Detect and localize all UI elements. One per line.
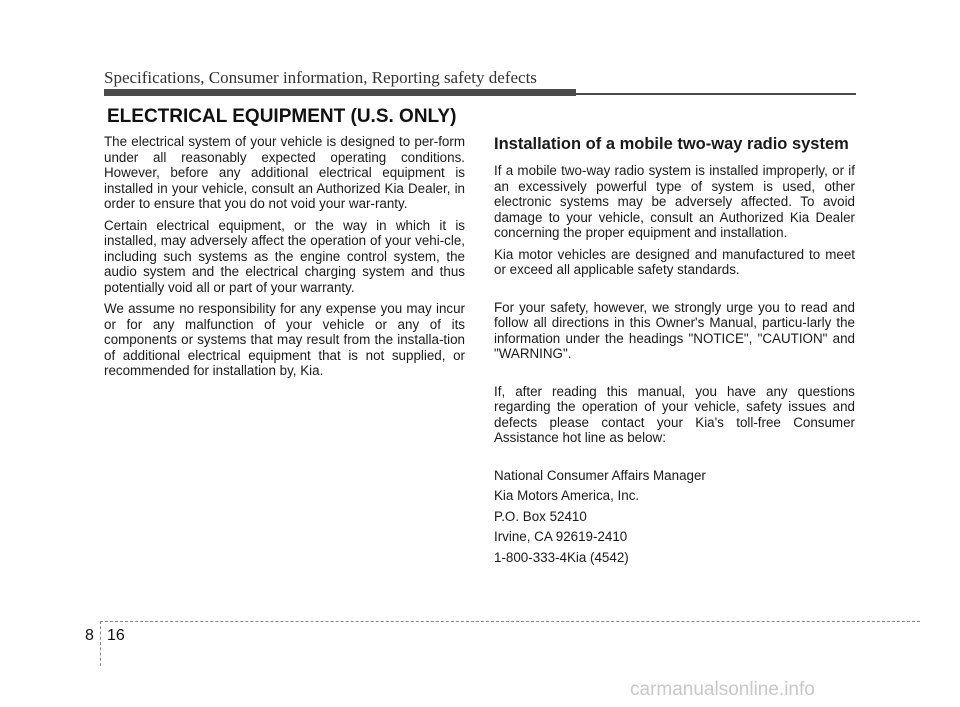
paragraph: If, after reading this manual, you have any questions regarding the operation of your vehicle, safety issues and defects please contact your Kia's toll-free Consumer Assistance hot line as below: — [494, 383, 855, 445]
contact-address — [494, 468, 855, 566]
footer-page-separator — [100, 621, 101, 666]
paragraph: We assume no responsibility for any expense you may incur or for any malfunction of your vehicle or any of its components or systems that may result from the installa-tion of additional electrical equipment that is not supplied, or recommended for installation by, Kia. — [104, 301, 465, 378]
paragraph: Kia motor vehicles are designed and manufactured to meet or exceed all applicable safety standards. — [494, 246, 855, 277]
right-column — [494, 134, 855, 570]
address-line: National Consumer Affairs Manager — [494, 467, 706, 483]
footer-divider — [100, 621, 920, 622]
header-rule-thin — [576, 93, 856, 95]
paragraph: For your safety, however, we strongly urge you to read and follow all directions in this Owner's Manual, particu-larly the information under the headings "NOTICE", "CAUTION" and "WARNING". — [494, 299, 855, 361]
watermark: carmanualsonline.info — [630, 679, 815, 700]
chapter-number: 8 — [85, 627, 94, 644]
section-heading: ELECTRICAL EQUIPMENT (U.S. ONLY) — [107, 106, 457, 127]
header-rule-thick — [104, 89, 576, 96]
paragraph: If a mobile two-way radio system is installed improperly, or if an excessively powerful type of system is used, other electronic systems may be adversely affected. To avoid damage to your vehicle, consult an Authorized Kia Dealer concerning the proper equipment and installation. — [494, 163, 855, 240]
paragraph: Certain electrical equipment, or the way in which it is installed, may adversely affect the operation of your vehi-cle, including such systems as the engine control system, the audio system and the electrical charging system and thus potentially void all or part of your warranty. — [104, 217, 465, 295]
paragraph: The electrical system of your vehicle is designed to per-form under all reasonably expected operating conditions. However, before any additional electrical equipment is installed in your vehicle, consult an Authorized Kia Dealer, in order to ensure that you do not void your war-ranty. — [104, 134, 465, 211]
left-column — [104, 134, 465, 385]
address-line: P.O. Box 52410 — [494, 508, 587, 524]
address-line: Irvine, CA 92619-2410 — [494, 529, 628, 544]
page-number: 16 — [107, 627, 125, 644]
page-header-title: Specifications, Consumer information, Reporting safety defects — [104, 68, 537, 87]
phone-number: 1-800-333-4Kia (4542) — [494, 549, 629, 565]
subsection-heading: Installation of a mobile two-way radio system — [494, 135, 849, 153]
address-line: Kia Motors America, Inc. — [494, 488, 640, 503]
